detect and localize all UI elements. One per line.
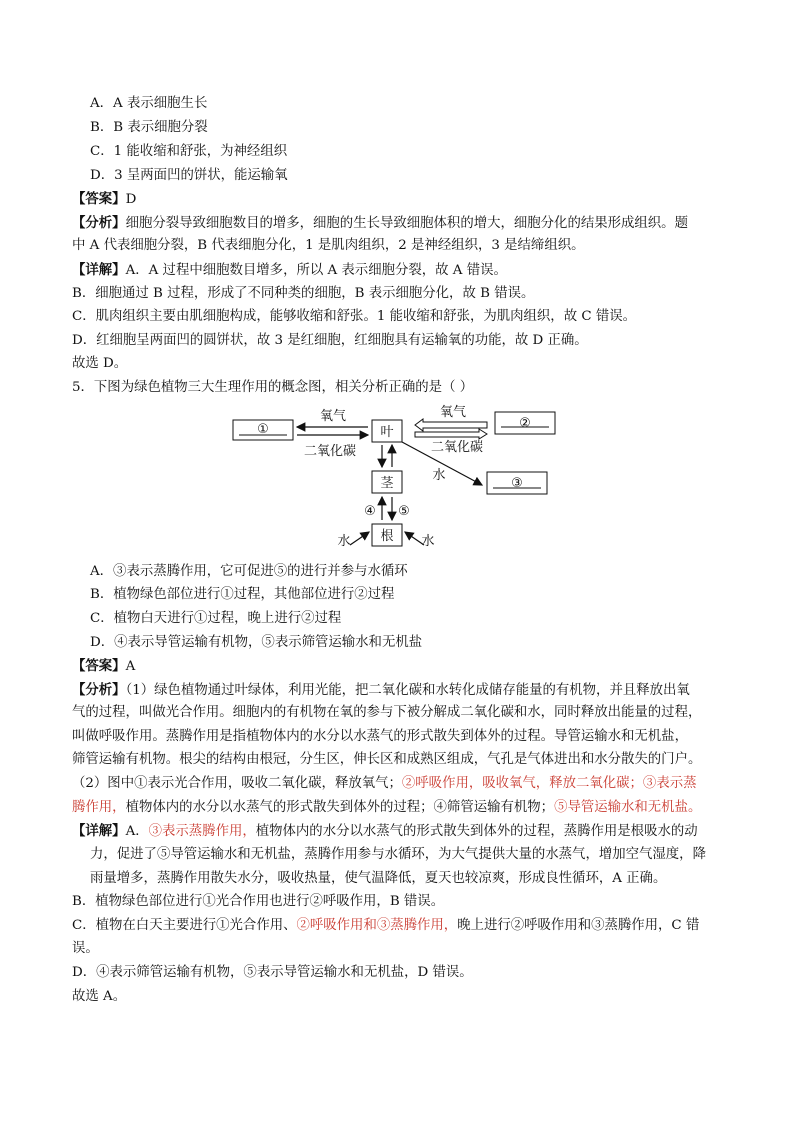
root-label: 根 bbox=[380, 529, 394, 544]
detail-tag: 【详解】 bbox=[72, 823, 126, 839]
q5-option-c: C．植物白天进行①过程，晚上进行②过程 bbox=[90, 611, 342, 626]
q5-detail-a-line-3: 雨量增多，蒸腾作用散失水分，吸收热量，使气温降低，夏天也较凉爽，形成良性循环，A 正确。 bbox=[90, 871, 667, 886]
q4-conclusion: 故选 D。 bbox=[72, 356, 128, 371]
water-left-label: 水 bbox=[337, 534, 351, 549]
q4-analysis-text-1: 细胞分裂导致细胞数目的增多，细胞的生长导致细胞体积的增大，细胞分化的结果形成组织。题 bbox=[125, 216, 688, 231]
leaf-label: 叶 bbox=[380, 425, 394, 440]
q4-analysis-line-2: 中 A 代表细胞分裂，B 代表细胞分化，1 是肌肉组织，2 是神经组织，3 是结缔组织。 bbox=[72, 238, 585, 253]
q5-answer-line bbox=[72, 656, 135, 677]
q5-detail-c-highlight: ②呼吸作用和③蒸腾作用， bbox=[296, 918, 458, 933]
q5-conclusion: 故选 A。 bbox=[72, 989, 127, 1004]
oxygen-left-label: 氧气 bbox=[319, 409, 347, 424]
q4-answer-line bbox=[72, 189, 136, 210]
water-right-label: 水 bbox=[421, 534, 435, 549]
q5-detail-d: D．④表示筛管运输有机物，⑤表示导管运输水和无机盐，D 错误。 bbox=[72, 965, 473, 980]
q5-analysis-5-text: （2）图中①表示光合作用，吸收二氧化碳，释放氧气； bbox=[72, 776, 402, 791]
q5-analysis-line-6 bbox=[72, 798, 701, 818]
q4-option-b: B．B 表示细胞分裂 bbox=[90, 120, 208, 135]
q4-detail-a bbox=[72, 260, 507, 281]
diagram-svg bbox=[225, 395, 570, 555]
q5-detail-a-prefix: A． bbox=[125, 824, 149, 839]
detail-tag: 【详解】 bbox=[72, 262, 126, 278]
box-3-label: ③ bbox=[511, 476, 523, 491]
q5-analysis-6-highlight-1: 腾作用， bbox=[72, 800, 126, 815]
q5-detail-b: B．植物绿色部位进行①光合作用也进行②呼吸作用，B 错误。 bbox=[72, 894, 445, 909]
q5-analysis-6-highlight-2: ⑤导管运输水和无机盐。 bbox=[554, 800, 702, 815]
q4-detail-d: D．红细胞呈两面凹的圆饼状，故 3 是红细胞，红细胞具有运输氧的功能，故 D 正确。 bbox=[72, 333, 588, 348]
co2-left-label: 二氧化碳 bbox=[303, 444, 357, 459]
water-leaf-label: 水 bbox=[432, 468, 446, 483]
q5-detail-a-highlight: ③表示蒸腾作用， bbox=[148, 824, 256, 839]
q5-analysis-line-4: 筛管运输有机物。根尖的结构由根冠，分生区，伸长区和成熟区组成，气孔是气体进出和水分散失的门户。 bbox=[72, 752, 702, 767]
box-1-label: ① bbox=[257, 422, 269, 437]
q5-answer: A bbox=[125, 659, 136, 674]
q5-analysis-text-1: （1）绿色植物通过叶绿体，利用光能，把二氧化碳和水转化成储存能量的有机物，并且释放出氧 bbox=[125, 683, 690, 698]
q4-detail-a-text: A．A 过程中细胞数目增多，所以 A 表示细胞分裂，故 A 错误。 bbox=[125, 263, 507, 278]
q5-analysis-5-highlight: ②呼吸作用，吸收氧气，释放二氧化碳；③表示蒸 bbox=[401, 776, 697, 791]
q5-option-a: A．③表示蒸腾作用，它可促进⑤的进行并参与水循环 bbox=[90, 564, 408, 579]
answer-tag: 【答案】 bbox=[72, 658, 126, 674]
q4-option-d: D．3 呈两面凹的饼状，能运输氧 bbox=[90, 168, 288, 183]
label-5: ⑤ bbox=[398, 504, 410, 519]
q5-analysis-line-3: 叫做呼吸作用。蒸腾作用是指植物体内的水分以水蒸气的形式散失到体外的过程。导管运输水和无机盐， bbox=[72, 729, 688, 744]
q5-analysis-6-text: 植物体内的水分以水蒸气的形式散失到体外的过程；④筛管运输有机物； bbox=[125, 800, 555, 815]
q5-analysis-line-1 bbox=[72, 680, 690, 701]
q5-detail-c-line-2: 误。 bbox=[72, 941, 99, 956]
q5-detail-c-text-1: C．植物在白天主要进行①光合作用、 bbox=[72, 918, 297, 933]
q5-stem: 5．下图为绿色植物三大生理作用的概念图，相关分析正确的是（ ） bbox=[72, 380, 474, 395]
stem-label: 茎 bbox=[380, 476, 394, 491]
q4-analysis-line-1 bbox=[72, 213, 688, 234]
co2-right-label: 二氧化碳 bbox=[430, 440, 484, 455]
q5-analysis-line-5 bbox=[72, 774, 697, 794]
q5-detail-c-line-1 bbox=[72, 916, 699, 936]
analysis-tag: 【分析】 bbox=[72, 215, 126, 231]
oxygen-right-label: 氧气 bbox=[439, 405, 467, 420]
q4-option-c: C．1 能收缩和舒张，为神经组织 bbox=[90, 144, 288, 159]
analysis-tag: 【分析】 bbox=[72, 682, 126, 698]
q4-option-a: A．A 表示细胞生长 bbox=[90, 96, 208, 111]
q5-detail-a-line-1 bbox=[72, 821, 698, 842]
q5-detail-a-line-2: 力，促进了⑤导管运输水和无机盐，蒸腾作用参与水循环，为大气提供大量的水蒸气，增加空气湿度，降 bbox=[90, 847, 706, 862]
q5-option-d: D．④表示导管运输有机物，⑤表示筛管运输水和无机盐 bbox=[90, 635, 423, 650]
q4-answer: D bbox=[125, 192, 137, 207]
label-4: ④ bbox=[364, 504, 376, 519]
q5-detail-c-text-2: 晚上进行②呼吸作用和③蒸腾作用，C 错 bbox=[457, 918, 700, 933]
plant-physiology-diagram bbox=[225, 395, 570, 555]
answer-tag: 【答案】 bbox=[72, 191, 126, 207]
q4-detail-b: B．细胞通过 B 过程，形成了不同种类的细胞，B 表示细胞分化，故 B 错误。 bbox=[72, 286, 535, 301]
box-2-label: ② bbox=[519, 416, 531, 431]
q4-detail-c: C．肌肉组织主要由肌细胞构成，能够收缩和舒张。1 能收缩和舒张，为肌肉组织，故 C 错误。 bbox=[72, 309, 637, 324]
q5-analysis-line-2: 气的过程，叫做光合作用。细胞内的有机物在氧的参与下被分解成二氧化碳和水，同时释放出能量的过程， bbox=[72, 705, 702, 720]
q5-option-b: B．植物绿色部位进行①过程，其他部位进行②过程 bbox=[90, 587, 395, 602]
q5-detail-a-text: 植物体内的水分以水蒸气的形式散失到体外的过程，蒸腾作用是根吸水的动 bbox=[255, 824, 698, 839]
